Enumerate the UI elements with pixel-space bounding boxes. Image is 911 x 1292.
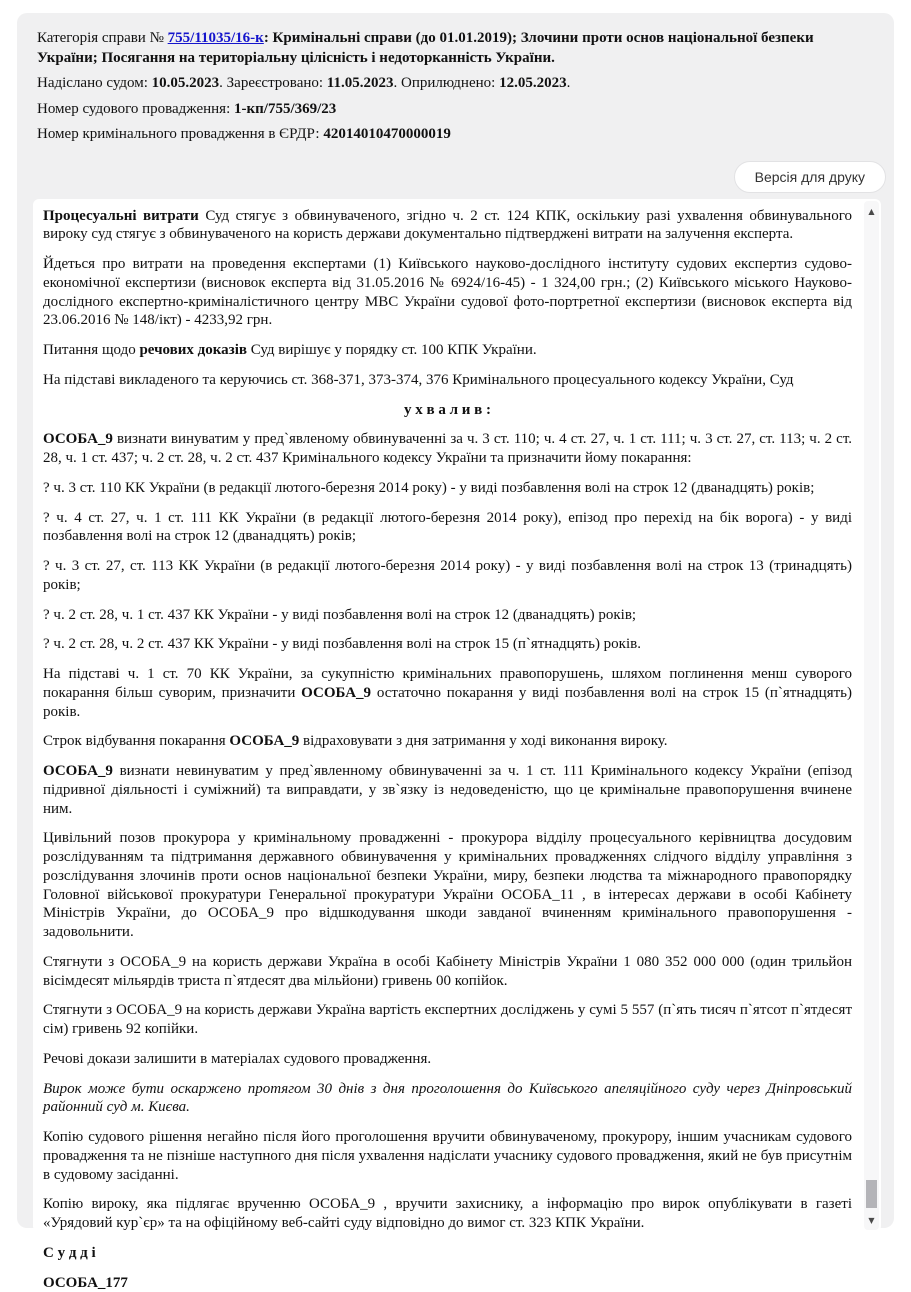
case-card [17,13,894,1228]
text: ? ч. 3 ст. 27, ст. 113 КК України (в редакції лютого-березня 2014 року) - у виді позбавлення волі на строк 13 (тринадцять) років; [43,558,852,593]
header-line [37,74,872,94]
document-paragraph [43,732,852,751]
text: Суд стягує з обвинуваченого, згідно ч. 2 ст. 124 КПК, оскількиу разі ухвалення обвинувального вироку суд стягує з обвинуваченого на користь держави документально підтверджені витрати на залучення експерта. [43,208,852,243]
text: Строк відбування покарання [43,733,229,749]
document-paragraph [43,1195,852,1233]
document-paragraph [43,479,852,498]
document-paragraph [43,430,852,468]
document-paragraph [43,1244,852,1263]
document-paragraph [43,606,852,625]
text: ? ч. 2 ст. 28, ч. 1 ст. 437 КК України - у виді позбавлення волі на строк 12 (дванадцять) років; [43,607,636,623]
document-paragraph [43,371,852,390]
document-paragraph [43,829,852,942]
bold-text: речових доказів [139,342,247,358]
document-paragraph [43,1274,852,1292]
bold-text: ОСОБА_177 [43,1275,128,1291]
text: Речові докази залишити в матеріалах судового провадження. [43,1051,431,1067]
text: На підставі викладеного та керуючись ст. 368-371, 373-374, 376 Кримінального процесуального кодексу України, Суд [43,372,794,388]
text: остаточно покарання у виді позбавлення волі на строк 15 (п`ятнадцять) років. [43,685,852,720]
header-info [17,13,894,145]
document-panel [33,199,881,1232]
text: ? ч. 4 ст. 27, ч. 1 ст. 111 КК України (в редакції лютого-березня 2014 року), епізод про перехід на бік ворога) - у виді позбавлення волі на строк 12 (дванадцять) років; [43,510,852,545]
text: Копію вироку, яка підлягає врученню ОСОБА_9 , вручити захиснику, а інформацію про вирок опублікувати в газеті «Урядовий кур`єр» та на офіційному веб-сайті суду відповідно до вимог ст. 323 КПК України. [43,1196,852,1231]
text: Суд вирішує у порядку ст. 100 КПК України. [247,342,537,358]
text: . Зареєстровано: [219,75,327,91]
document-paragraph [43,1001,852,1039]
document-paragraph [43,207,852,245]
header-line [37,100,872,120]
text: На підставі ч. 1 ст. 70 КК України, за сукупністю кримінальних правопорушень, шляхом поглинення менш суворого покарання більш суворим, призначити [43,666,852,701]
document-paragraph [43,557,852,595]
document-paragraph [43,341,852,360]
text: Стягнути з ОСОБА_9 на користь держави Україна вартість експертних досліджень у сумі 5 557 (п`ять тисяч п`ятсот п`ятдесят сім) гривень 92 копійки. [43,1002,852,1037]
bold-text: : Кримінальні справи (до 01.01.2019); Злочини проти основ національної безпеки України; Посягання на територіальну цілісність і недоторканність України. [37,30,814,66]
text: Номер судового провадження: [37,101,234,117]
bold-text: ОСОБА_9 [43,763,113,779]
text: ? ч. 3 ст. 110 КК України (в редакції лютого-березня 2014 року) - у виді позбавлення волі на строк 12 (дванадцять) років; [43,480,814,496]
text: Стягнути з ОСОБА_9 на користь держави Україна в особі Кабінету Міністрів України 1 080 352 000 000 (один трильйон вісімдесят мільярдів триста п`ятдесят два мільйони) гривень 00 копійок. [43,954,852,989]
scroll-down-button[interactable] [864,1214,879,1228]
bold-text: ОСОБА_9 [301,685,371,701]
scroll-down-icon: ▼ [868,1216,874,1225]
text: . [567,75,571,91]
toolbar [17,151,894,199]
document-paragraph [43,1080,852,1118]
text: Йдеться про витрати на проведення експертами (1) Київського науково-дослідного інституту судових експертиз судово-економічної експертизи (висновок експерта від 31.05.2016 № 6924/16-45) - 1 324,00 грн.; (2) Київського міського Науково- дослідного експертно-криміналістичного центру МВС України судової фото-портретної експертизи (висновок експерта від 23.06.2016 № 148/ікт) - 4233,92 грн. [43,256,852,328]
bold-text: ОСОБА_9 [229,733,299,749]
bold-text: 1-кп/755/369/23 [234,101,336,117]
document-paragraph [43,635,852,654]
text: Копію судового рішення негайно після його проголошення вручити обвинуваченому, прокурору, іншим учасникам судового провадження та не пізніше наступного дня після ухвалення надіслати учаснику судового провадження, який не був присутнім в судовому засіданні. [43,1129,852,1183]
text: відраховувати з дня затримання у ході виконання вироку. [299,733,667,749]
text: Категорія справи № [37,30,168,46]
text: Вирок може бути оскаржено протягом 30 днів з дня проголошення до Київського апеляційного суду через Дніпровський районний суд м. Києва. [43,1081,852,1116]
document-paragraph [43,509,852,547]
bold-text: 11.05.2023 [327,75,394,91]
document-paragraph [43,665,852,721]
bold-text: ОСОБА_9 [43,431,113,447]
header-line [37,29,872,68]
document-paragraph [43,1050,852,1069]
document-paragraph [43,255,852,330]
text: визнати винуватим у пред`явленому обвинуваченні за ч. 3 ст. 110; ч. 4 ст. 27, ч. 1 ст. 111; ч. 3 ст. 27, ст. 113; ч. 2 ст. 28, ч. 1 ст. 437; ч. 2 ст. 28, ч. 2 ст. 437 Кримінального кодексу України та призначити йому покарання: [43,431,852,466]
text: ? ч. 2 ст. 28, ч. 2 ст. 437 КК України - у виді позбавлення волі на строк 15 (п`ятнадцять) років. [43,636,641,652]
document-paragraph [43,401,852,420]
text: Надіслано судом: [37,75,152,91]
header-line [37,125,872,145]
document-paragraph [43,1128,852,1184]
scrollbar-thumb[interactable] [866,1180,877,1208]
text: Номер кримінального провадження в ЄРДР: [37,126,323,142]
bold-text: С у д д і [43,1245,96,1261]
bold-text: у х в а л и в : [404,402,491,418]
print-version-button[interactable]: Версія для друку [734,161,886,193]
text: . Оприлюднено: [393,75,499,91]
case-number-link[interactable]: 755/11035/16-к [168,30,264,46]
bold-text: 12.05.2023 [499,75,567,91]
text: визнати невинуватим у пред`явленному обвинуваченні за ч. 1 ст. 111 Кримінального кодексу України (епізод підривної діяльності і суміжний) та виправдати, у зв`язку із недоведеністю, що це кримінальне правопорушення вчинене ним. [43,763,852,817]
document-body [33,199,862,1232]
scrollbar[interactable] [864,201,879,1230]
text: Питання щодо [43,342,139,358]
scroll-up-button[interactable] [864,205,879,219]
bold-text: 42014010470000019 [323,126,451,142]
document-paragraph [43,762,852,818]
scroll-up-icon: ▲ [868,207,874,216]
bold-text: Процесуальні витрати [43,208,199,224]
text: Цивільний позов прокурора у кримінальному провадженні - прокурора відділу процесуального керівництва досудовим розслідуванням та підтримання державного обвинувачення у кримінальних провадженнях слідчого відділу управління з розслідування злочинів проти основ національної безпеки України, миру, безпеки людства та міжнародного правопорядку Головної військової прокуратури Генеральної прокуратури України ОСОБА_11 , в інтересах держави в особі Кабінету Міністрів України, до ОСОБА_9 про відшкодування шкоди завданої вчиненням кримінального правопорушення - задовольнити. [43,830,852,940]
bold-text: 10.05.2023 [152,75,220,91]
document-paragraph [43,953,852,991]
